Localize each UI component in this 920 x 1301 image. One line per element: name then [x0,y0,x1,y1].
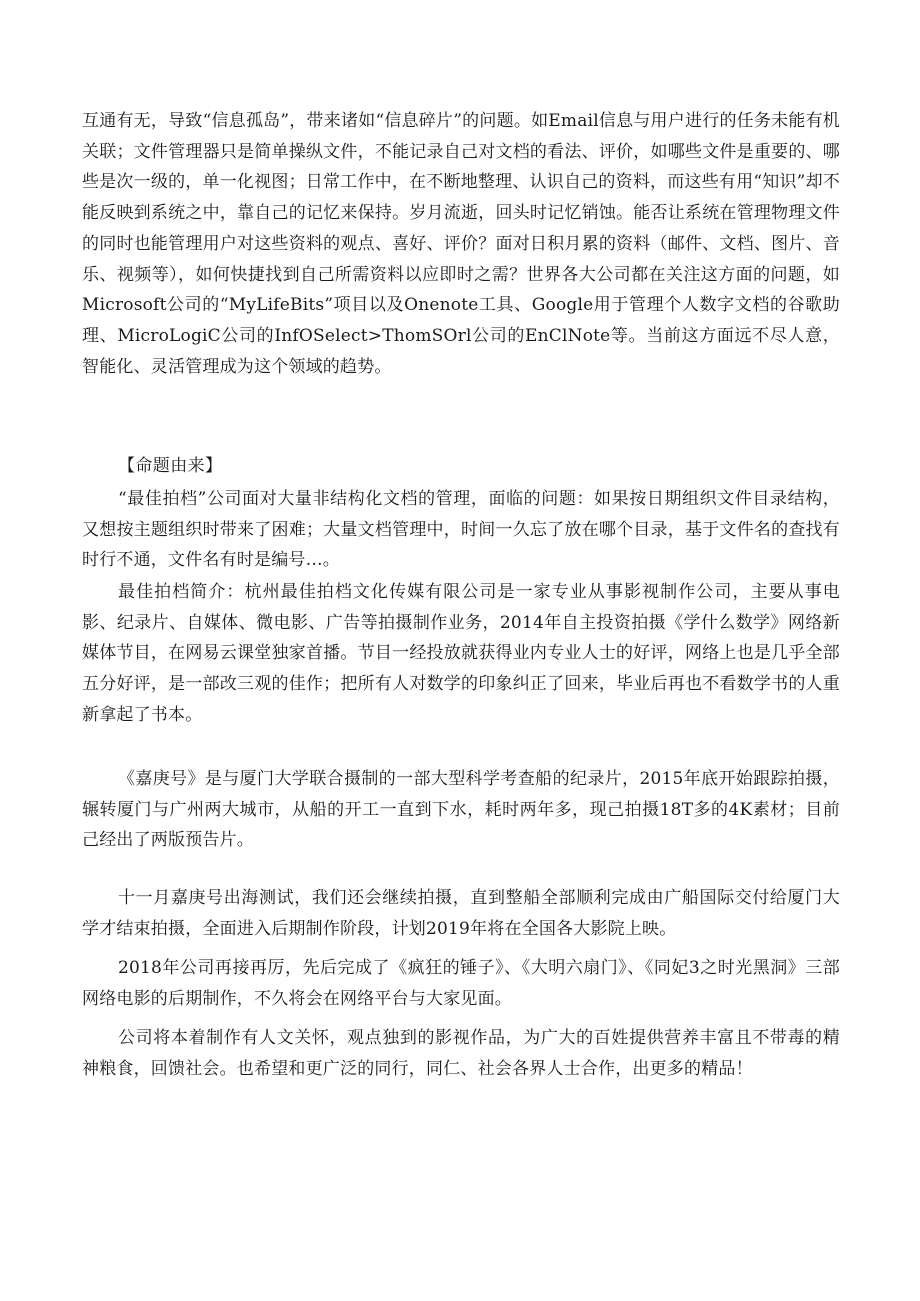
section-heading: 【命题由来】 [118,456,223,476]
paragraph-2018-productions: 2018年公司再接再厉，先后完成了《疯狂的锤子》、《大明六扇门》、《同妃3之时光黑洞》三部网络电影的后期制作，不久将会在网络平台与大家见面。 [82,958,840,1009]
paragraph-company-intro: 最佳拍档简介：杭州最佳拍档文化传媒有限公司是一家专业从事影视制作公司，主要从事电影、纪录片、自媒体、微电影、广告等拍摄制作业务，2014年自主投资拍摄《学什么数学》网络新媒体节目，在网易云课堂独家首播。节目一经投放就获得业内专业人士的好评，网络上也是几乎全部五分好评，是一部改三观的佳作；把所有人对数学的印象纠正了回来，毕业后再也不看数学书的人重新拿起了书本。 [82,582,840,725]
paragraph-sea-trial: 十一月嘉庚号出海测试，我们还会继续拍摄，直到整船全部顺利完成由广船国际交付给厦门大学才结束拍摄，全面进入后期制作阶段，计划2019年将在全国各大影院上映。 [82,888,840,939]
paragraph-problem: “最佳拍档”公司面对大量非结构化文档的管理，面临的问题：如果按日期组织文件目录结构，又想按主题组织时带来了困难；大量文档管理中，时间一久忘了放在哪个目录，基于文件名的查找有时行不通，文件名有时是编号…。 [82,489,840,571]
paragraph-jiageng-documentary: 《嘉庚号》是与厦门大学联合摄制的一部大型科学考查船的纪录片，2015年底开始跟踪拍摄，辗转厦门与广州两大城市，从船的开工一直到下水，耗时两年多，现己拍摄18T多的4K素材；目前己经出了两版预告片。 [82,769,840,851]
paragraph-company-mission: 公司将本着制作有人文关怀，观点独到的影视作品，为广大的百姓提供营养丰富且不带毒的精神粮食，回馈社会。也希望和更广泛的同行，同仁、社会各界人士合作，出更多的精品！ [82,1028,840,1079]
intro-paragraph: 互通有无，导致“信息孤岛”，带来诸如“信息碎片”的问题。如Email信息与用户进行的任务未能有机关联；文件管理器只是简单操纵文件，不能记录自己对文档的看法、评价，如哪些文件是重要的、哪些是次一级的，单一化视图；日常工作中，在不断地整理、认识自己的资料，而这些有用“知识”却不能反映到系统之中，靠自己的记忆来保持。岁月流逝，回头时记忆销蚀。能否让系统在管理物理文件的同时也能管理用户对这些资料的观点、喜好、评价？面对日积月累的资料（邮件、文档、图片、音乐、视频等），如何快捷找到自己所需资料以应即时之需？世界各大公司都在关注这方面的问题，如Microsoft公司的“MyLifeBits”项目以及Onenote工具、Google用于管理个人数字文档的谷歌助理、MicroLogiC公司的InfOSelect>ThomSOrl公司的EnClNote等。当前这方面远不尽人意，智能化、灵活管理成为这个领域的趋势。 [82,111,840,377]
